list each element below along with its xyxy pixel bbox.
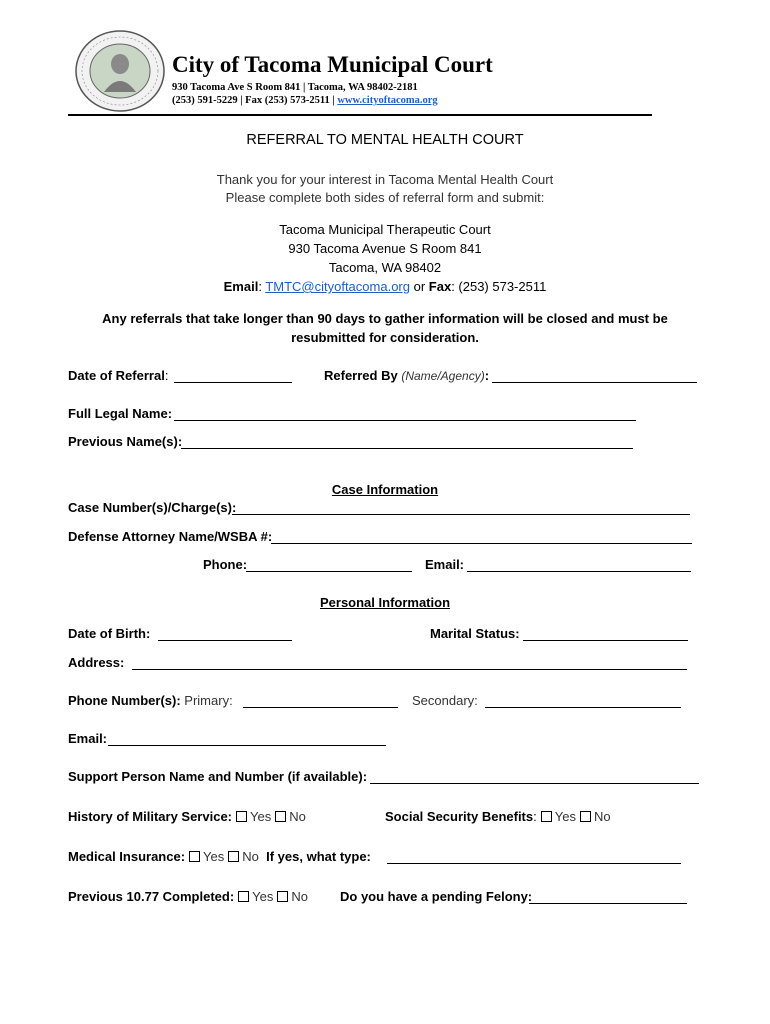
or-text: or xyxy=(409,279,429,294)
email-link[interactable]: TMTC@cityoftacoma.org xyxy=(265,279,410,294)
previous-names-label: Previous Name(s): xyxy=(68,434,183,449)
city-seal xyxy=(74,30,166,112)
court-title: City of Tacoma Municipal Court xyxy=(172,52,493,77)
intro-line-1: Thank you for your interest in Tacoma Mental Health Court xyxy=(216,172,554,187)
form-heading: REFERRAL TO MENTAL HEALTH COURT xyxy=(246,132,524,148)
medical-insurance-row xyxy=(68,849,371,864)
submit-name: Tacoma Municipal Therapeutic Court xyxy=(279,222,491,237)
insurance-type-field[interactable] xyxy=(387,863,681,864)
secondary-phone-field[interactable] xyxy=(485,707,681,708)
marital-status-field[interactable] xyxy=(523,640,688,641)
if-yes-type-label: If yes, what type: xyxy=(266,849,371,864)
court-phone-fax: (253) 591-5229 | Fax (253) 573-2511 | xyxy=(172,95,338,106)
personal-email-field[interactable] xyxy=(108,745,386,746)
address-label: Address: xyxy=(68,655,125,670)
support-person-field[interactable] xyxy=(370,783,699,784)
header-divider xyxy=(68,114,652,116)
fax-value: : (253) 573-2511 xyxy=(451,279,547,294)
court-contact xyxy=(172,95,438,106)
phone-numbers-row xyxy=(68,693,233,708)
date-of-referral-label: Date of Referral: xyxy=(68,368,169,383)
pending-felony-label: Do you have a pending Felony: xyxy=(340,889,533,904)
attorney-phone-field[interactable] xyxy=(246,571,412,572)
defense-attorney-field[interactable] xyxy=(271,543,692,544)
military-label: History of Military Service: xyxy=(68,809,232,824)
secondary-label: Secondary: xyxy=(412,693,478,708)
marital-status-label: Marital Status: xyxy=(430,626,520,641)
address-field[interactable] xyxy=(132,669,687,670)
medical-no-label: No xyxy=(242,849,259,864)
previous-1077-yes-label: Yes xyxy=(252,889,274,904)
website-link[interactable]: www.cityoftacoma.org xyxy=(337,95,438,106)
medical-no-checkbox[interactable] xyxy=(228,851,239,862)
case-info-heading: Case Information xyxy=(331,482,439,497)
attorney-email-label: Email: xyxy=(425,557,465,572)
military-row xyxy=(68,809,306,824)
previous-names-field[interactable] xyxy=(181,448,633,449)
submit-contact: Email: TMTC@cityoftacoma.org or Fax: (253) 573-2511 xyxy=(223,279,547,294)
personal-info-heading: Personal Information xyxy=(319,595,451,610)
notice-line-1: Any referrals that take longer than 90 days to gather information will be closed and must be xyxy=(102,311,668,326)
ssb-yes-checkbox[interactable] xyxy=(541,811,552,822)
intro-line-2: Please complete both sides of referral form and submit: xyxy=(225,190,545,205)
full-legal-name-label: Full Legal Name: xyxy=(68,406,173,421)
medical-yes-label: Yes xyxy=(203,849,225,864)
case-numbers-field[interactable] xyxy=(232,514,690,515)
previous-1077-no-checkbox[interactable] xyxy=(277,891,288,902)
previous-1077-no-label: No xyxy=(291,889,309,904)
referred-by-field[interactable] xyxy=(492,382,697,383)
phone-numbers-label: Phone Number(s): xyxy=(68,693,181,708)
military-no-checkbox[interactable] xyxy=(275,811,286,822)
referred-by-hint: (Name/Agency) xyxy=(401,369,485,383)
ssb-label: Social Security Benefits xyxy=(385,809,534,824)
fax-label: Fax xyxy=(428,279,452,294)
email-label-personal: Email: xyxy=(68,731,108,746)
previous-1077-yes-checkbox[interactable] xyxy=(238,891,249,902)
notice-line-2: resubmitted for consideration. xyxy=(291,330,479,345)
pending-felony-field[interactable] xyxy=(529,903,687,904)
primary-label: Primary: xyxy=(184,693,233,708)
dob-field[interactable] xyxy=(158,640,292,641)
case-numbers-label: Case Number(s)/Charge(s): xyxy=(68,500,237,515)
ssb-row: Social Security Benefits: Yes No xyxy=(385,809,611,824)
dob-label: Date of Birth: xyxy=(68,626,151,641)
date-of-referral-field[interactable] xyxy=(174,382,292,383)
military-no-label: No xyxy=(289,809,306,824)
medical-insurance-label: Medical Insurance: xyxy=(68,849,186,864)
primary-phone-field[interactable] xyxy=(243,707,398,708)
support-person-label: Support Person Name and Number (if available): xyxy=(68,769,368,784)
defense-attorney-label: Defense Attorney Name/WSBA #: xyxy=(68,529,273,544)
medical-yes-checkbox[interactable] xyxy=(189,851,200,862)
court-address: 930 Tacoma Ave S Room 841 | Tacoma, WA 98402-2181 xyxy=(172,82,418,93)
ssb-no-checkbox[interactable] xyxy=(580,811,591,822)
attorney-phone-label: Phone: xyxy=(203,557,248,572)
referred-by-label: Referred By (Name/Agency): xyxy=(324,368,490,383)
ssb-yes-label: Yes xyxy=(554,809,576,824)
military-yes-checkbox[interactable] xyxy=(236,811,247,822)
military-yes-label: Yes xyxy=(250,809,272,824)
email-label: Email xyxy=(223,279,259,294)
full-legal-name-field[interactable] xyxy=(174,420,636,421)
previous-1077-row xyxy=(68,889,308,904)
attorney-email-field[interactable] xyxy=(467,571,691,572)
submit-city: Tacoma, WA 98402 xyxy=(328,260,442,275)
previous-1077-label: Previous 10.77 Completed: xyxy=(68,889,235,904)
submit-street: 930 Tacoma Avenue S Room 841 xyxy=(288,241,482,256)
ssb-no-label: No xyxy=(593,809,611,824)
